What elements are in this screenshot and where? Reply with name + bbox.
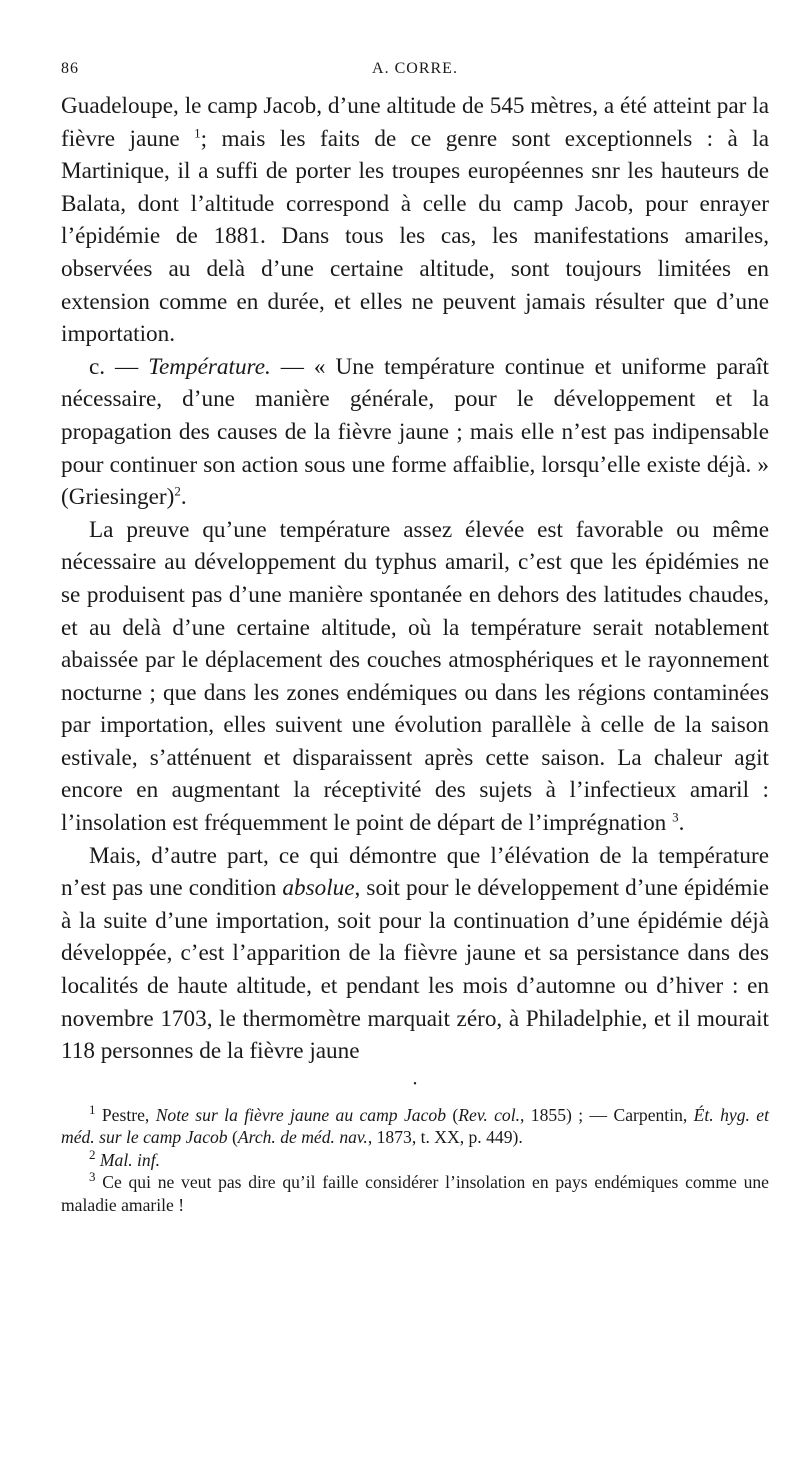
footnote-1: [61, 1101, 769, 1149]
footnote-1-number: 1: [89, 1101, 96, 1117]
page-header: [61, 60, 769, 90]
footnote-1-title: Note sur la fièvre jaune au camp Jacob: [155, 1104, 447, 1125]
paragraph-3-text: La preuve qu’une température assez élevée est favorable ou même nécessaire au développement du typhus amaril, c’est que les épidémies ne se produisent pas d’une manière spontanée en dehors des latitudes chaudes, et au delà d’une certaine altitude, où la température serait notablement abaissée par le déplacement des couches atmosphériques et le rayonnement nocturne ; que dans les zones endémiques ou dans les régions contaminées par importation, elles suivent une évolution parallèle à celle de la saison estivale, s’atténuent et disparaissent après cette saison. La chaleur agit encore en augmentant la réceptivité des sujets à l’infectieux amaril : l’insolation est fréquemment le point de départ de l’imprégnation: [61, 516, 769, 837]
footnote-2-text: Mal. inf.: [99, 1149, 161, 1170]
separator-dot: •: [413, 1078, 417, 1090]
paragraph-2-text: — « Une température continue et uniforme paraît nécessaire, d’une manière générale, pour le développement et la propagation des causes de la fièvre jaune ; mais elle n’est pas indipensable pour continuer son action sous une forme affaiblie, lorsqu’elle existe déjà. » (Griesinger): [61, 353, 770, 511]
footnote-ref-2: 2: [174, 483, 181, 499]
document-page: [61, 60, 769, 1216]
paragraph-3: [61, 514, 769, 840]
footnotes: [61, 1101, 769, 1217]
footnote-3-number: 3: [89, 1169, 96, 1185]
paragraph-3-end: .: [678, 810, 685, 837]
paragraph-2: [61, 351, 769, 514]
footnote-1-mid: , 1855) ; — Carpentin,: [520, 1104, 688, 1125]
paragraph-4: [61, 840, 769, 1068]
paragraph-2-end: .: [180, 484, 187, 511]
body-text: [61, 90, 769, 1068]
paragraph-1-text: Guadeloupe, le camp Jacob, d’une altitude de 545 mètres, a été atteint par la fièvre jaune: [61, 93, 769, 152]
emphasis-absolue: absolue: [282, 875, 355, 902]
paragraph-4-text-b: , soit pour le développement d’une épidémie à la suite d’une importation, soit pour la continuation d’une épidémie déjà développée, c’est l’apparition de la fièvre jaune et sa persistance dans des localités de haute altitude, et pendant les mois d’automne ou d’hiver : en novembre 1703, le thermomètre marquait zéro, à Philadelphie, et il mourait 118 personnes de la fièvre jaune: [61, 875, 770, 1065]
paragraph-1-rest: ; mais les faits de ce genre sont exceptionnels : à la Martinique, il a suffi de porter les troupes européennes snr les hauteurs de Balata, dont l’altitude correspond à celle du camp Jacob, pour enrayer l’épidémie de 1881. Dans tous les cas, les manifestations amariles, observées au delà d’une certaine altitude, sont toujours limitées en extension comme en durée, et elles ne peuvent jamais résulter que d’une importation.: [61, 125, 770, 348]
footnote-1-title-2: Ét. hyg. et méd. sur le camp Jacob: [61, 1104, 769, 1148]
footnote-1-journal: Rev. col.: [458, 1104, 521, 1125]
section-heading: Température.: [148, 353, 271, 380]
running-head: A. CORRE.: [372, 60, 458, 77]
footnote-1-paren: (: [452, 1104, 459, 1125]
paragraph-4-text-a: Mais, d’autre part, ce qui démontre que l’élévation de la température n’est pas une condition: [61, 842, 769, 902]
footnote-ref-1: 1: [194, 124, 201, 140]
footnote-2: [61, 1146, 769, 1172]
footnote-3-text: Ce qui ne veut pas dire qu’il faille considérer l’insolation en pays endémiques comme une maladie amarile !: [61, 1172, 769, 1215]
footnote-ref-3: 3: [672, 809, 679, 825]
page-number: 86: [61, 60, 79, 77]
footnote-1-journal-2: Arch. de méd. nav.: [237, 1127, 368, 1148]
footnote-1-paren-2: (: [232, 1127, 238, 1148]
footnote-1-author: Pestre,: [101, 1104, 150, 1125]
footnote-1-end: , 1873, t. XX, p. 449).: [367, 1127, 523, 1148]
footnote-2-number: 2: [89, 1146, 96, 1162]
footnote-3: [61, 1171, 769, 1216]
paragraph-1: [61, 90, 769, 351]
section-label: c. —: [89, 353, 139, 380]
